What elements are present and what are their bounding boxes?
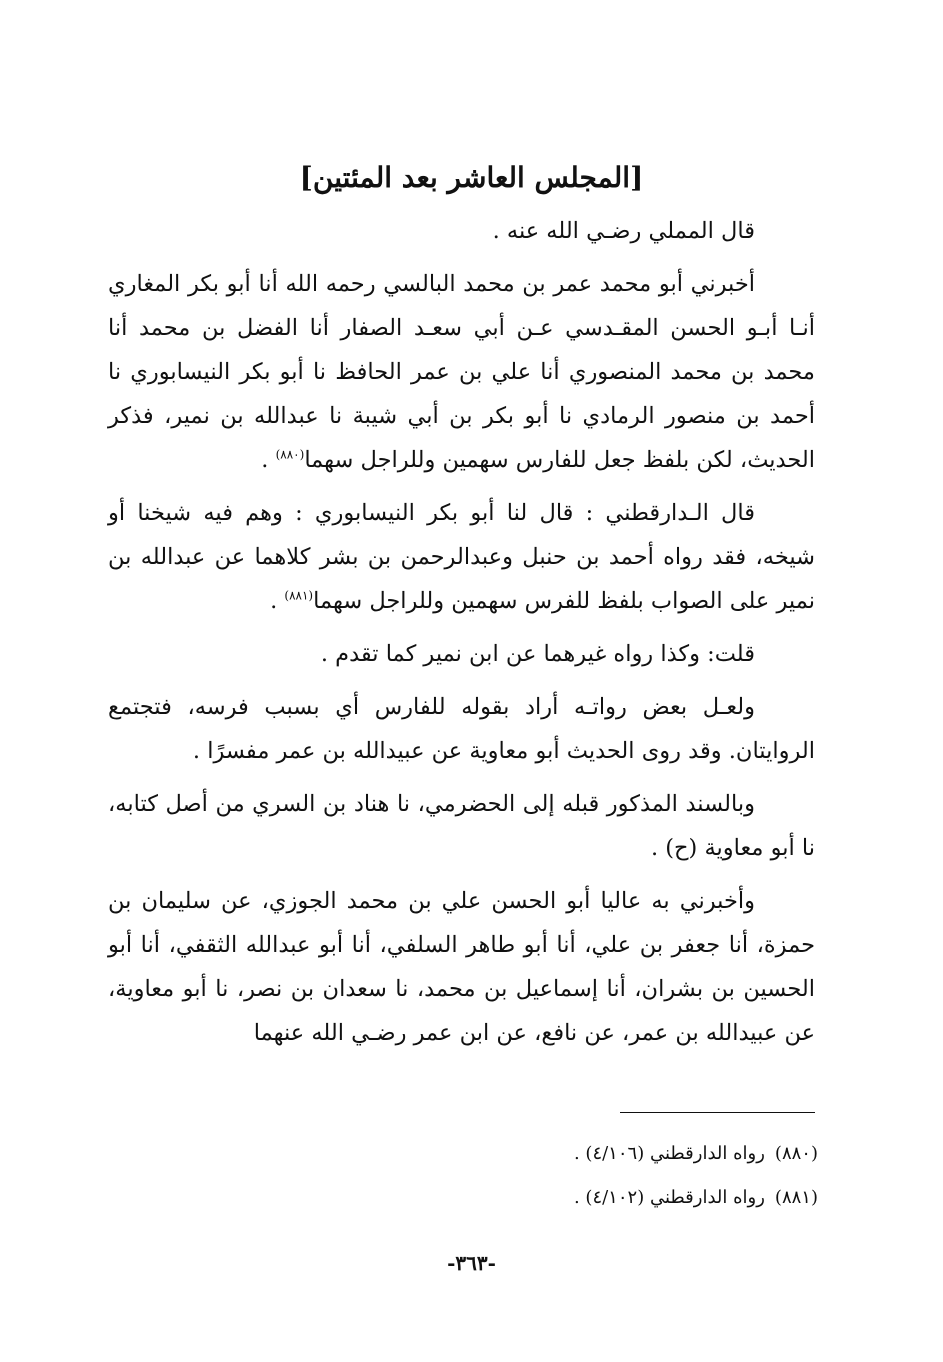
footnote-text: رواه الدارقطني (٤/١٠٢) . — [573, 1187, 765, 1208]
paragraph-isnad-text: أخبرني أبو محمد عمر بن محمد البالسي رحمه الله أنا أبو بكر المغاري أنـا أبـو الحسن المقـدسي عـن أبي سعـد الصفار أنا الفضل بن محمد أنا محمد بن محمد المنصوري أنا علي بن عمر الحافظ نا أبو بكر النيسابوري نا أحمد بن منصور الرمادي نا أبو بكر بن أبي شيبة نا عبدالله بن نمير، فذكر الحديث، لكن بلفظ جعل للفارس سهمين وللراجل سهما — [108, 271, 815, 473]
footnote-ref-880[interactable]: (٨٨٠) — [275, 447, 305, 462]
paragraph-aliya: وأخبرني به عاليا أبو الحسن علي بن محمد الجوزي، عن سليمان بن حمزة، أنا جعفر بن علي، أنا أبو طاهر السلفي، أنا أبو عبدالله الثقفي، أنا أبو الحسين بن بشران، أنا إسماعيل بن محمد، نا سعدان بن نصر، نا أبو معاوية، عن عبيدالله بن عمر، عن نافع، عن ابن عمر رضـي الله عنهما — [108, 888, 815, 1046]
paragraph-intro: قال المملي رضـي الله عنه . — [492, 218, 755, 244]
footnote-880 — [108, 1132, 818, 1176]
footnote-number: (٨٨٠) — [774, 1143, 818, 1164]
section-heading: [المجلس العاشر بعد المئتين] — [299, 161, 644, 194]
paragraph-isnad — [108, 262, 815, 482]
page-number: -٣٦٣- — [447, 1251, 496, 1275]
sentence-end-mark: . — [261, 447, 276, 473]
paragraph-qultu: قلت: وكذا رواه غيرهما عن ابن نمير كما تقدم . — [320, 641, 755, 667]
paragraph-reconcile: ولعـل بعض رواتـه أراد بقوله للفارس أي بسبب فرسه، فتجتمع الروايتان. وقد روى الحديث أبو معاوية عن عبيدالله بن عمر مفسرًا . — [108, 694, 815, 764]
footnote-divider — [620, 1112, 815, 1113]
footnote-text: رواه الدارقطني (٤/١٠٦) . — [573, 1143, 765, 1164]
footnotes — [108, 1132, 818, 1220]
paragraph-daraqutni — [108, 491, 815, 623]
footnote-ref-881[interactable]: (٨٨١) — [284, 588, 314, 603]
body-text — [108, 209, 815, 1064]
footnote-881 — [108, 1176, 818, 1220]
paragraph-sanad: وبالسند المذكور قبله إلى الحضرمي، نا هناد بن السري من أصل كتابه، نا أبو معاوية (ح) . — [108, 791, 815, 861]
sentence-end-mark: . — [270, 588, 285, 614]
footnote-number: (٨٨١) — [774, 1187, 818, 1208]
paragraph-daraqutni-text: قال الـدارقطني : قال لنا أبو بكر النيسابوري : وهم فيه شيخنا أو شيخه، فقد رواه أحمد بن حنبل وعبدالرحمن بن بشر كلاهما عن عبدالله بن نمير على الصواب بلفظ للفرس سهمين وللراجل سهما — [108, 500, 815, 614]
